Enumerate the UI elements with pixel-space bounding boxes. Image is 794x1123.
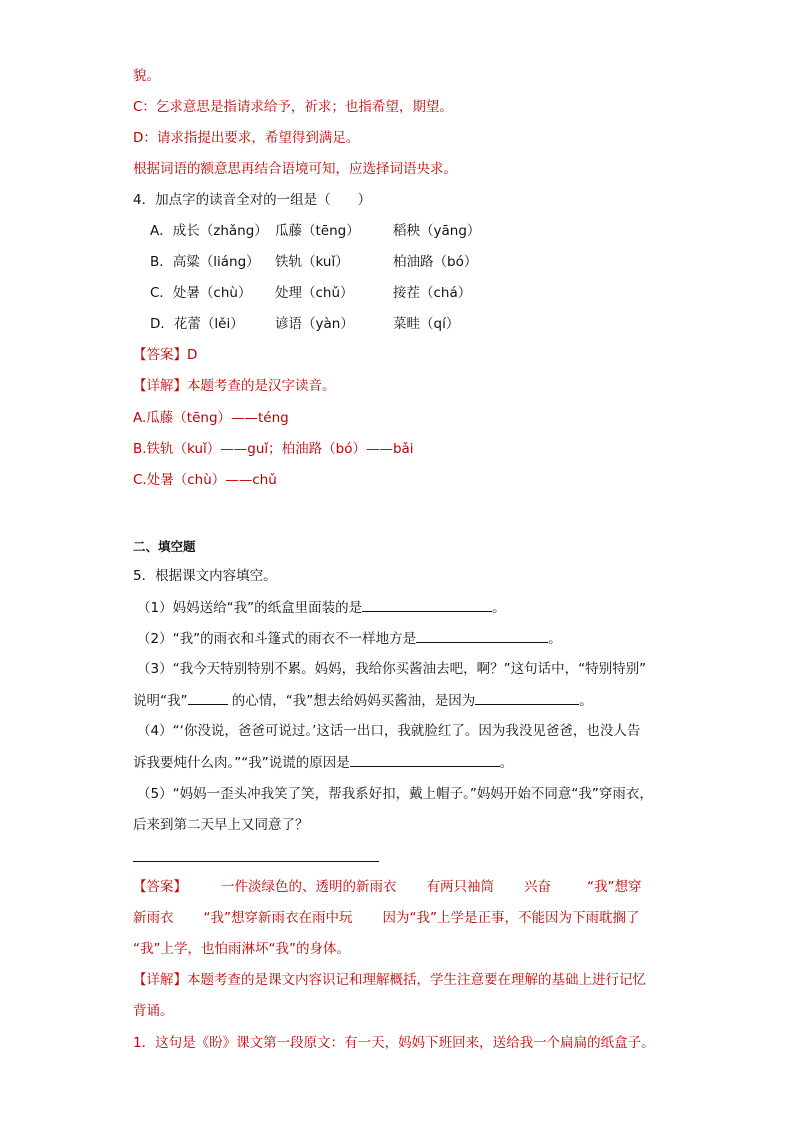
q5-sub-4a: （4）“‘你没说，爸爸可说过。’这话一出口，我就脸红了。因为我没见爸爸，也没人告 xyxy=(137,723,641,739)
option-d-2: 谚语（yàn） xyxy=(275,316,354,332)
option-c xyxy=(150,283,471,303)
q5-detail-line xyxy=(133,970,646,990)
option-c-1: C．处暑（chù） xyxy=(150,285,252,301)
q5-detail-1: 1．这句是《盼》课文第一段原文：有一天，妈妈下班回来，送给我一个扁扁的纸盒子。 xyxy=(133,1035,655,1051)
q5-sub-5a: （5）“妈妈一歪头冲我笑了笑，帮我系好扣，戴上帽子。”妈妈开始不同意“我”穿雨衣， xyxy=(137,786,653,802)
q4-note: B.铁轨（kuǐ）——guǐ；柏油路（bó）——bǎi xyxy=(133,441,414,457)
q5-sub-4b-text: 诉我要炖什么肉。”“我”说谎的原因是 xyxy=(133,755,350,771)
text-line: 貌。 xyxy=(133,68,160,84)
option-d-1: D．花蕾（lěi） xyxy=(150,316,244,332)
text-line: D：请求指提出要求，希望得到满足。 xyxy=(133,130,360,146)
q5-sub-5b: 后来到第二天早上又同意了？ xyxy=(133,817,309,833)
q5-sub-3a: （3）“我今天特别特别不累。妈妈，我给你买酱油去吧，啊？”这句话中，“特别特别” xyxy=(137,661,647,677)
question-4-stem: 4．加点字的读音全对的一组是（ ） xyxy=(133,192,372,208)
option-c-2: 处理（chǔ） xyxy=(275,285,354,301)
q4-detail-line xyxy=(133,376,336,396)
option-b-1: B．高粱（liáng） xyxy=(150,254,260,270)
text-line: C：乞求意思是指请求给予，祈求；也指希望，期望。 xyxy=(133,99,453,115)
answer-tag: 【答案】 xyxy=(133,347,187,363)
option-c-3: 接茬（chá） xyxy=(393,285,472,301)
q5-sub-2 xyxy=(137,628,562,649)
answer-value: D xyxy=(187,347,198,363)
blank-line xyxy=(362,597,492,612)
detail-text: 本题考查的是课文内容识记和理解概括，学生注意要在理解的基础上进行记忆 xyxy=(187,972,646,988)
answer-item: 有两只袖筒 xyxy=(426,879,494,895)
answer-item: 因为“我”上学是正事，不能因为下雨耽搁了 xyxy=(382,910,640,926)
blank-line xyxy=(416,628,548,643)
option-d-3: 菜畦（qí） xyxy=(393,316,460,332)
answer-item: 兴奋 xyxy=(524,879,551,895)
answer-rule xyxy=(133,861,379,862)
q5-sub-3b-end: 。 xyxy=(579,693,593,709)
q5-sub-1 xyxy=(137,597,506,618)
q5-sub-4b xyxy=(133,752,513,773)
q4-answer-line xyxy=(133,345,197,365)
option-d xyxy=(150,314,459,334)
option-a-1: A．成长（zhǎng） xyxy=(150,223,268,239)
detail-tag: 【详解】 xyxy=(133,972,187,988)
question-5-stem: 5．根据课文内容填空。 xyxy=(133,568,277,584)
option-b xyxy=(150,252,477,272)
q5-sub-3b-text2: 的心情，“我”想去给妈妈买酱油，是因为 xyxy=(227,693,476,709)
blank-line xyxy=(188,690,228,705)
detail-text: 本题考查的是汉字读音。 xyxy=(187,378,336,394)
q4-note: C.处暑（chù）——chǔ xyxy=(133,472,277,488)
q5-detail-cont: 背诵。 xyxy=(133,1003,174,1019)
answer-item: “我”想穿新雨衣在雨中玩 xyxy=(203,910,353,926)
text-line: 根据词语的额意思再结合语境可知，应选择词语央求。 xyxy=(133,161,457,177)
detail-tag: 【详解】 xyxy=(133,378,187,394)
answer-item: 新雨衣 xyxy=(133,910,174,926)
blank-line xyxy=(350,752,500,767)
option-b-2: 铁轨（kuǐ） xyxy=(275,254,349,270)
q5-answer-line-3: “我”上学，也怕雨淋坏“我”的身体。 xyxy=(133,941,350,957)
answer-item: “我”想穿 xyxy=(587,879,642,895)
option-a-2: 瓜藤（tēng） xyxy=(275,223,360,239)
option-b-3: 柏油路（bó） xyxy=(393,254,478,270)
blank-line xyxy=(475,690,579,705)
q5-answer-line-2 xyxy=(133,908,640,928)
answer-tag: 【答案】 xyxy=(133,879,187,895)
q5-sub-3b xyxy=(133,690,593,711)
q4-note: A.瓜藤（tēng）——téng xyxy=(133,410,289,426)
option-a-3: 稻秧（yāng） xyxy=(393,223,481,239)
option-a xyxy=(150,221,480,241)
q5-answer-line-1 xyxy=(133,877,642,897)
q5-sub-4b-end: 。 xyxy=(499,755,514,771)
q5-sub-3b-text1: 说明“我” xyxy=(133,693,188,709)
section-heading: 二、填空题 xyxy=(133,539,196,554)
q5-sub-1-end: 。 xyxy=(492,600,506,616)
q5-sub-1-text: （1）妈妈送给“我”的纸盒里面装的是 xyxy=(137,600,363,616)
q5-sub-2-end: 。 xyxy=(548,631,562,647)
answer-item: 一件淡绿色的、透明的新雨衣 xyxy=(221,879,397,895)
q5-sub-2-text: （2）“我”的雨衣和斗篷式的雨衣不一样地方是 xyxy=(137,631,417,647)
